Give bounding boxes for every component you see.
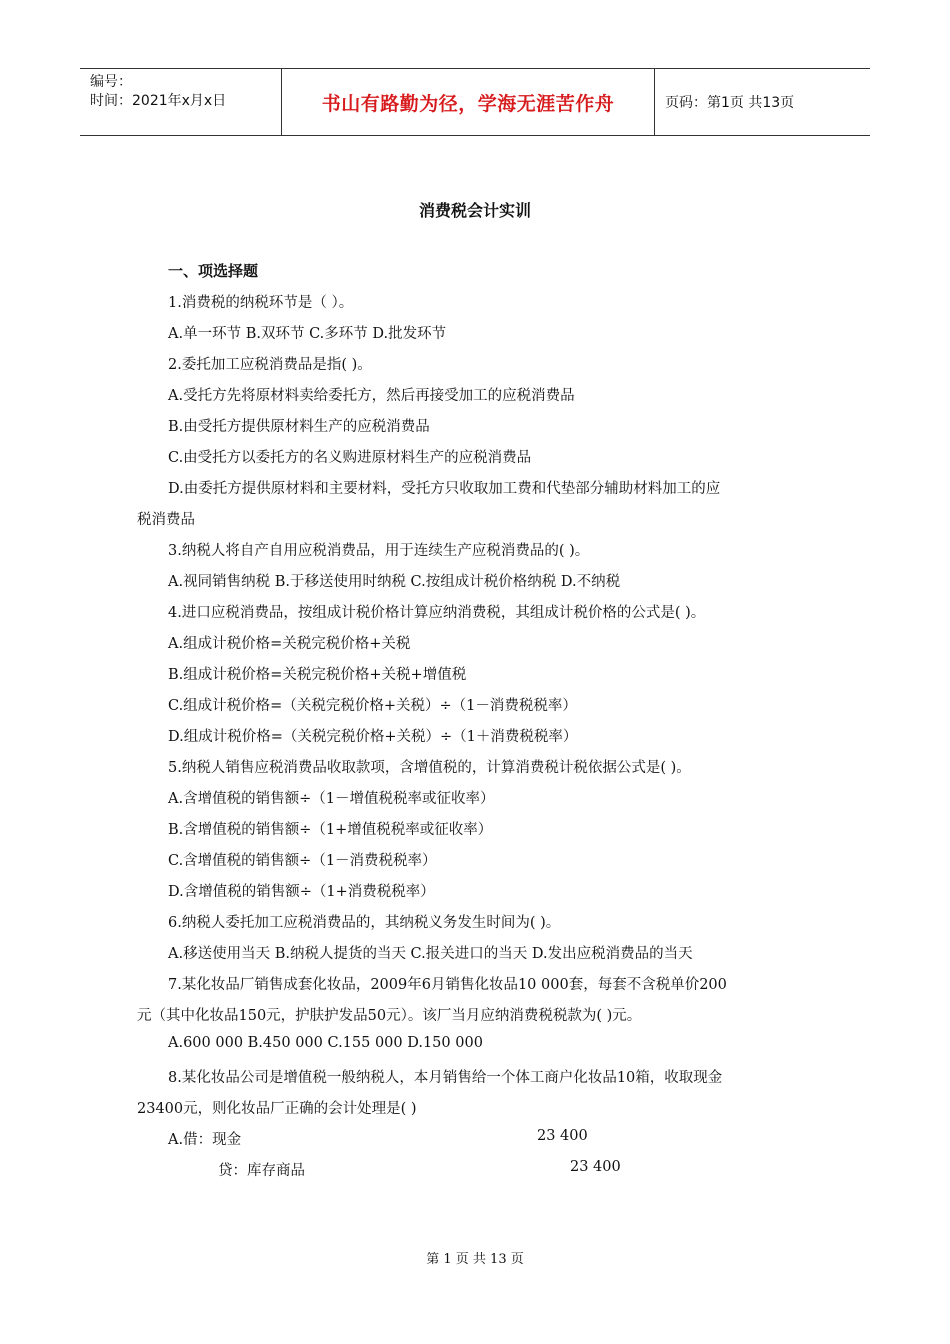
answer-option: B.含增值税的销售额÷（1+增值税税率或征收率） xyxy=(168,822,493,838)
time-label: 时间：2021年x月x日 xyxy=(90,93,227,109)
credit-amount: 23 400 xyxy=(570,1159,621,1175)
answer-option-continued: 税消费品 xyxy=(137,512,195,528)
answer-option: D.组成计税价格=（关税完税价格+关税）÷（1＋消费税税率） xyxy=(168,729,578,745)
header-motto: 书山有路勤为径，学海无涯苦作舟 xyxy=(282,69,655,135)
answer-option: B.组成计税价格=关税完税价格+关税+增值税 xyxy=(168,667,467,683)
question-text: 6.纳税人委托加工应税消费品的，其纳税义务发生时间为( )。 xyxy=(168,915,561,931)
answer-option: B.由受托方提供原材料生产的应税消费品 xyxy=(168,419,430,435)
debit-amount: 23 400 xyxy=(537,1128,588,1144)
question-text: 7.某化妆品厂销售成套化妆品，2009年6月销售化妆品10 000套，每套不含税单价200 xyxy=(168,977,727,993)
answer-option: C.组成计税价格=（关税完税价格+关税）÷（1－消费税税率） xyxy=(168,698,577,714)
header-page-info: 页码：第1页 共13页 xyxy=(665,95,795,111)
question-text: 1.消费税的纳税环节是（ ）。 xyxy=(168,295,354,311)
answer-option: A.受托方先将原材料卖给委托方，然后再接受加工的应税消费品 xyxy=(168,388,575,404)
answer-options: A.600 000 B.450 000 C.155 000 D.150 000 xyxy=(168,1035,483,1051)
question-text-continued: 元（其中化妆品150元，护肤护发品50元）。该厂当月应纳消费税税款为( )元。 xyxy=(137,1008,642,1024)
question-text-continued: 23400元，则化妆品厂正确的会计处理是( ) xyxy=(137,1101,417,1117)
journal-credit-line: 贷：库存商品 xyxy=(218,1163,305,1179)
number-label: 编号： xyxy=(90,74,132,90)
answer-option: A.含增值税的销售额÷（1－增值税税率或征收率） xyxy=(168,791,495,807)
page-header xyxy=(80,68,870,136)
answer-options: A.单一环节 B.双环节 C.多环节 D.批发环节 xyxy=(168,326,447,342)
question-text: 8.某化妆品公司是增值税一般纳税人，本月销售给一个体工商户化妆品10箱，收取现金 xyxy=(168,1070,723,1086)
answer-option: A.组成计税价格=关税完税价格+关税 xyxy=(168,636,411,652)
journal-debit-line: A.借：现金 xyxy=(168,1132,242,1148)
answer-options: A.移送使用当天 B.纳税人提货的当天 C.报关进口的当天 D.发出应税消费品的当天 xyxy=(168,946,693,962)
document-title: 消费税会计实训 xyxy=(418,201,531,220)
answer-option: D.由委托方提供原材料和主要材料，受托方只收取加工费和代垫部分辅助材料加工的应 xyxy=(168,481,721,497)
answer-option: D.含增值税的销售额÷（1+消费税税率） xyxy=(168,884,435,900)
answer-options: A.视同销售纳税 B.于移送使用时纳税 C.按组成计税价格纳税 D.不纳税 xyxy=(168,574,621,590)
question-text: 5.纳税人销售应税消费品收取款项，含增值税的，计算消费税计税依据公式是( )。 xyxy=(168,760,691,776)
question-text: 2.委托加工应税消费品是指( )。 xyxy=(168,357,372,373)
question-text: 4.进口应税消费品，按组成计税价格计算应纳消费税，其组成计税价格的公式是( )。 xyxy=(168,605,706,621)
answer-option: C.含增值税的销售额÷（1－消费税税率） xyxy=(168,853,437,869)
answer-option: C.由受托方以委托方的名义购进原材料生产的应税消费品 xyxy=(168,450,532,466)
question-text: 3.纳税人将自产自用应税消费品，用于连续生产应税消费品的( )。 xyxy=(168,543,590,559)
header-meta xyxy=(80,69,282,135)
page-footer: 第 1 页 共 13 页 xyxy=(426,1252,524,1267)
section-title: 一、项选择题 xyxy=(168,262,259,280)
